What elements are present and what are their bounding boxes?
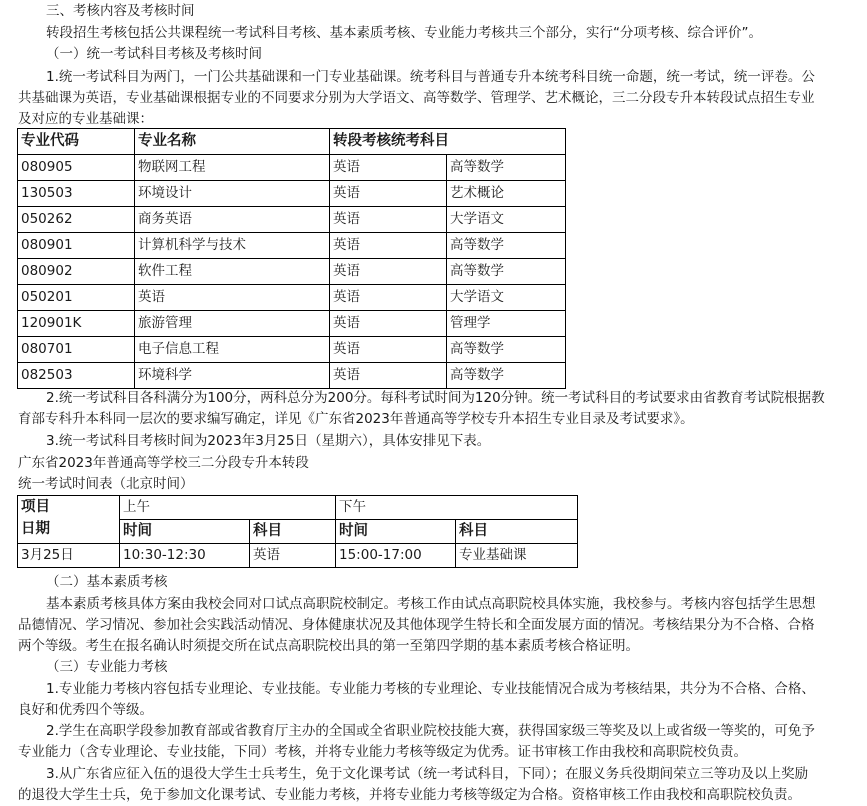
paragraph-line: 两个等级。考生在报名确认时须提交所在试点高职院校出具的第一至第四学期的基本素质考核合格证明。 — [18, 638, 639, 654]
code-cell: 080902 — [18, 259, 135, 285]
corner-top-label: 项目 — [21, 499, 50, 515]
paragraph-line: 3.从广东省应征入伍的退役大学生士兵考生，免于文化课考试（统一考试科目，下同）；在服义务兵役期间荣立三等功及以上奖励 — [46, 766, 809, 782]
name-cell: 物联网工程 — [135, 155, 330, 181]
public-subject-cell: 英语 — [330, 337, 447, 363]
exam-schedule-table — [17, 495, 578, 568]
major-subject-table — [17, 128, 566, 389]
paragraph-line: 品德情况、学习情况、参加社会实践活动情况、身体健康状况及其他体现学生特长和全面发展方面的情况。考核结果分为不合格、合格 — [18, 617, 815, 633]
table-row — [18, 207, 566, 233]
public-subject-cell: 英语 — [330, 363, 447, 389]
subsection-heading: （三）专业能力考核 — [46, 659, 168, 675]
section-heading: 三、考核内容及考核时间 — [46, 3, 195, 19]
code-cell: 080701 — [18, 337, 135, 363]
header-subjects: 转段考核统考科目 — [330, 129, 566, 155]
public-subject-cell: 英语 — [330, 155, 447, 181]
code-cell: 050201 — [18, 285, 135, 311]
paragraph-line: 育部专科升本科同一层次的要求编写确定，详见《广东省2023年普通高等学校专升本招生专业目录及考试要求》。 — [18, 411, 694, 427]
public-subject-cell: 英语 — [330, 207, 447, 233]
paragraph-line: 的退役大学生士兵，免于参加文化课考试、专业能力考核，并将专业能力考核等级定为合格。资格审核工作由我校和高职院校负责。 — [18, 787, 801, 803]
pm-header: 下午 — [336, 496, 578, 520]
major-subject-cell: 高等数学 — [447, 259, 566, 285]
major-subject-cell: 高等数学 — [447, 363, 566, 389]
table-row — [18, 337, 566, 363]
code-cell: 120901K — [18, 311, 135, 337]
paragraph-line: 及对应的专业基础课： — [18, 111, 153, 127]
major-subject-cell: 大学语文 — [447, 207, 566, 233]
table-row — [18, 363, 566, 389]
name-cell: 英语 — [135, 285, 330, 311]
major-subject-cell: 高等数学 — [447, 233, 566, 259]
am-time-cell: 10:30-12:30 — [120, 544, 250, 568]
am-header: 上午 — [120, 496, 336, 520]
paragraph-line: 2.学生在高职学段参加教育部或省教育厅主办的全国或全省职业院校技能大赛，获得国家级三等奖及以上或省级一等奖的，可免予 — [46, 723, 815, 739]
am-subject-header: 科目 — [250, 520, 336, 544]
pm-time-cell: 15:00-17:00 — [336, 544, 456, 568]
code-cell: 130503 — [18, 181, 135, 207]
code-cell: 050262 — [18, 207, 135, 233]
corner-cell — [18, 496, 120, 544]
public-subject-cell: 英语 — [330, 233, 447, 259]
paragraph-line: 共基础课为英语，专业基础课根据专业的不同要求分别为大学语文、高等数学、管理学、艺术概论，三二分段专升本转段试点招生专业 — [18, 90, 815, 106]
major-subject-cell: 高等数学 — [447, 155, 566, 181]
public-subject-cell: 英语 — [330, 311, 447, 337]
paragraph-line: 转段招生考核包括公共课程统一考试科目考核、基本素质考核、专业能力考核共三个部分，实行“分项考核、综合评价”。 — [46, 25, 762, 41]
table-row — [18, 155, 566, 181]
table-row — [18, 181, 566, 207]
paragraph-line: 专业能力（含专业理论、专业技能，下同）考核，并将专业能力考核等级定为优秀。证书审核工作由我校和高职院校负责。 — [18, 744, 747, 760]
name-cell: 环境科学 — [135, 363, 330, 389]
public-subject-cell: 英语 — [330, 259, 447, 285]
table-row — [18, 233, 566, 259]
paragraph-line: 1.统一考试科目为两门，一门公共基础课和一门专业基础课。统考科目与普通专升本统考科目统一命题，统一考试，统一评卷。公 — [46, 69, 815, 85]
code-cell: 080901 — [18, 233, 135, 259]
pm-subject-header: 科目 — [456, 520, 578, 544]
major-subject-cell: 管理学 — [447, 311, 566, 337]
corner-bottom-label: 日期 — [21, 521, 50, 537]
major-subject-cell: 艺术概论 — [447, 181, 566, 207]
header-name: 专业名称 — [135, 129, 330, 155]
name-cell: 环境设计 — [135, 181, 330, 207]
am-time-header: 时间 — [120, 520, 250, 544]
pm-time-header: 时间 — [336, 520, 456, 544]
table-row — [18, 311, 566, 337]
paragraph-line: 基本素质考核具体方案由我校会同对口试点高职院校制定。考核工作由试点高职院校具体实施，我校参与。考核内容包括学生思想 — [46, 596, 816, 612]
major-subject-cell: 高等数学 — [447, 337, 566, 363]
public-subject-cell: 英语 — [330, 285, 447, 311]
subsection-heading: （一）统一考试科目考核及考核时间 — [46, 46, 262, 62]
subsection-heading: （二）基本素质考核 — [46, 574, 168, 590]
name-cell: 电子信息工程 — [135, 337, 330, 363]
pm-subject-cell: 专业基础课 — [456, 544, 578, 568]
paragraph-line: 2.统一考试科目各科满分为100分，两科总分为200分。每科考试时间为120分钟。统一考试科目的考试要求由省教育考试院根据教 — [46, 390, 825, 406]
schedule-header-row — [18, 496, 578, 520]
table-header-row — [18, 129, 566, 155]
major-subject-cell: 大学语文 — [447, 285, 566, 311]
name-cell: 商务英语 — [135, 207, 330, 233]
name-cell: 软件工程 — [135, 259, 330, 285]
date-cell: 3月25日 — [18, 544, 120, 568]
schedule-title-line: 广东省2023年普通高等学校三二分段专升本转段 — [18, 455, 309, 471]
public-subject-cell: 英语 — [330, 181, 447, 207]
paragraph-line: 良好和优秀四个等级。 — [18, 702, 153, 718]
paragraph-line: 3.统一考试科目考核时间为2023年3月25日（星期六），具体安排见下表。 — [46, 433, 491, 449]
table-row — [18, 285, 566, 311]
header-code: 专业代码 — [18, 129, 135, 155]
am-subject-cell: 英语 — [250, 544, 336, 568]
table-row — [18, 544, 578, 568]
name-cell: 计算机科学与技术 — [135, 233, 330, 259]
code-cell: 080905 — [18, 155, 135, 181]
paragraph-line: 1.专业能力考核内容包括专业理论、专业技能。专业能力考核的专业理论、专业技能情况合成为考核结果，共分为不合格、合格、 — [46, 681, 815, 697]
name-cell: 旅游管理 — [135, 311, 330, 337]
schedule-title-line: 统一考试时间表（北京时间） — [18, 476, 194, 492]
code-cell: 082503 — [18, 363, 135, 389]
table-row — [18, 259, 566, 285]
